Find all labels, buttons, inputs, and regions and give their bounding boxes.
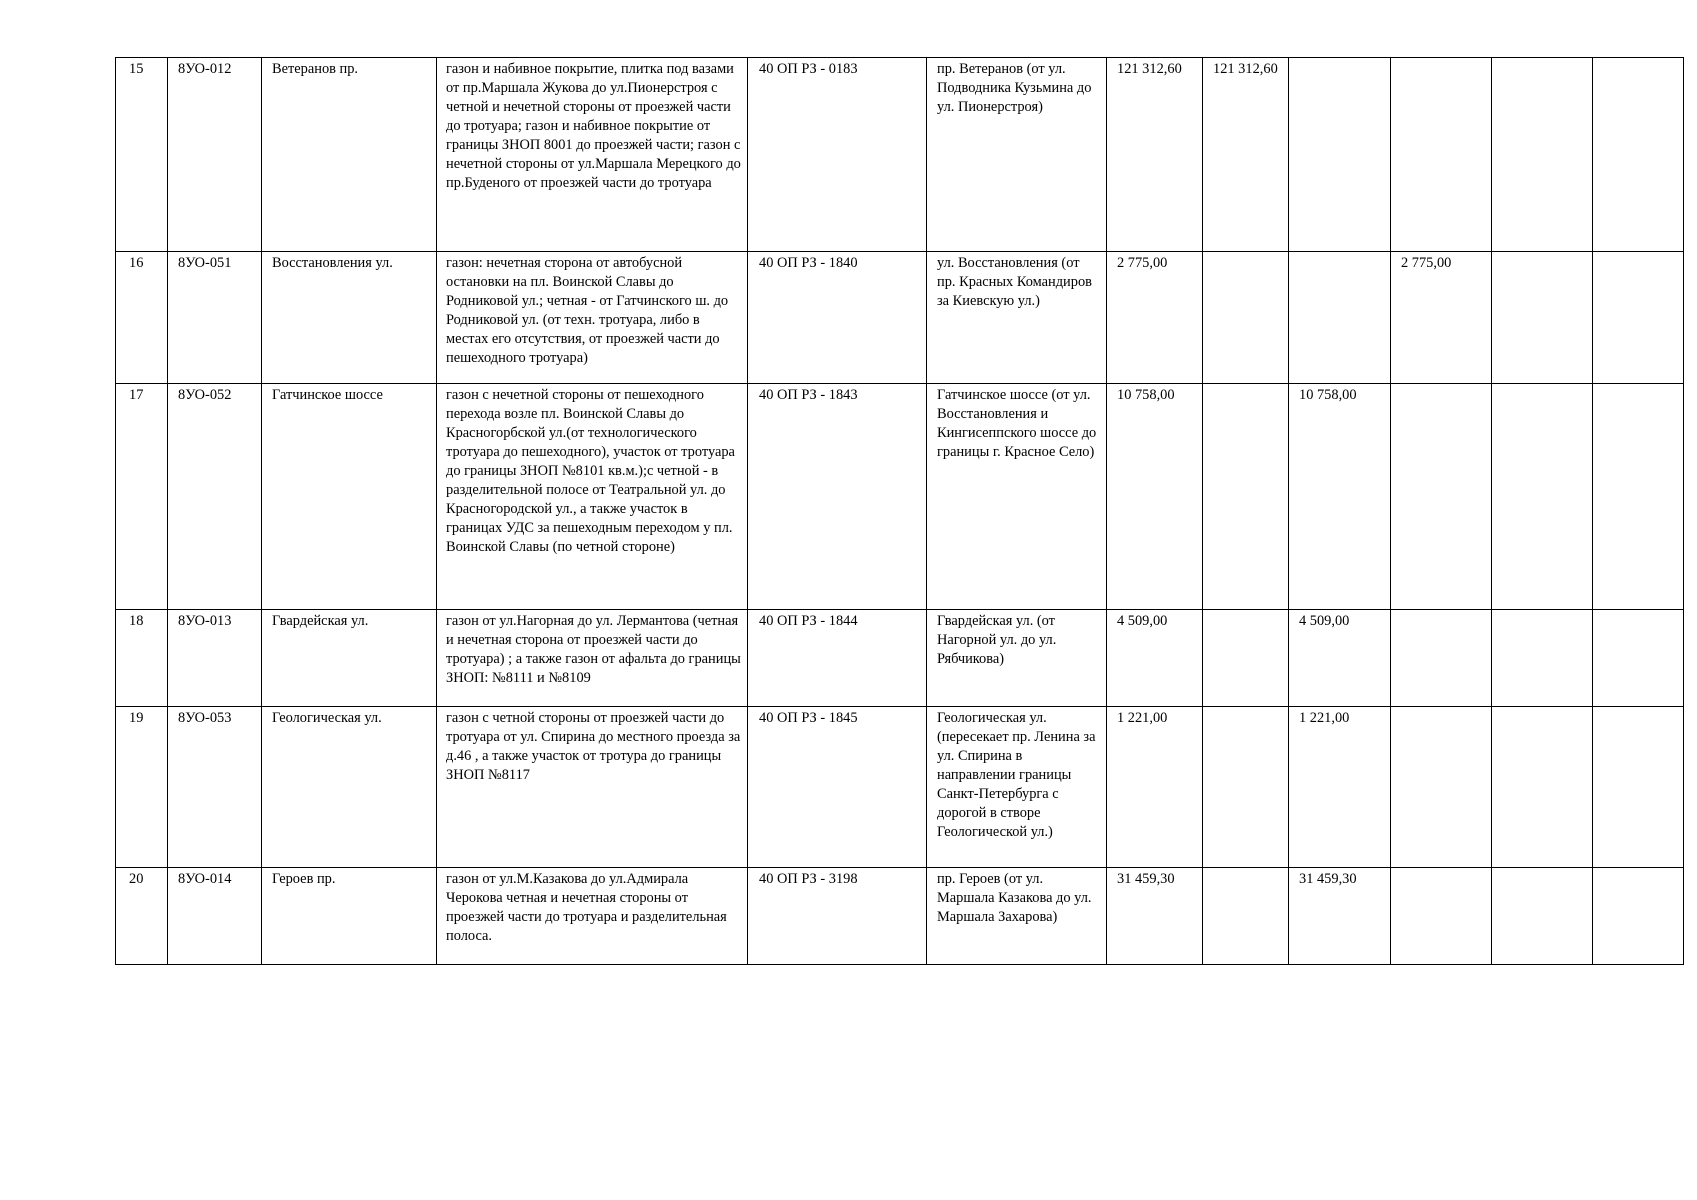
area-column-4 <box>1492 707 1593 868</box>
total-area: 2 775,00 <box>1107 252 1203 384</box>
area-column-1 <box>1203 252 1289 384</box>
area-column-1 <box>1203 384 1289 610</box>
row-number: 16 <box>116 252 168 384</box>
area-column-4 <box>1492 58 1593 252</box>
row-number: 18 <box>116 610 168 707</box>
area-column-2: 10 758,00 <box>1289 384 1391 610</box>
road-location: Гатчинское шоссе (от ул. Восстановления и Кингисеппского шоссе до границы г. Красное Село) <box>927 384 1107 610</box>
total-area: 4 509,00 <box>1107 610 1203 707</box>
object-code: 8УО-051 <box>168 252 262 384</box>
area-column-2: 31 459,30 <box>1289 868 1391 965</box>
area-column-3: 2 775,00 <box>1391 252 1492 384</box>
table-row <box>116 252 1684 384</box>
road-registry-number: 40 ОП РЗ - 1845 <box>748 707 927 868</box>
area-column-5 <box>1593 252 1684 384</box>
area-column-5 <box>1593 384 1684 610</box>
table-row <box>116 610 1684 707</box>
area-column-4 <box>1492 868 1593 965</box>
road-registry-number: 40 ОП РЗ - 1840 <box>748 252 927 384</box>
area-column-2 <box>1289 252 1391 384</box>
street-name: Геологическая ул. <box>262 707 437 868</box>
area-column-3 <box>1391 384 1492 610</box>
street-name: Гатчинское шоссе <box>262 384 437 610</box>
area-description: газон: нечетная сторона от автобусной остановки на пл. Воинской Славы до Родниковой ул.; четная - от Гатчинского ш. до Родниковой ул. (от техн. тротуара, либо в местах его отсутствия, от проезжей части до пешеходного тротуара) <box>437 252 748 384</box>
area-column-2: 4 509,00 <box>1289 610 1391 707</box>
road-location: пр. Героев (от ул. Маршала Казакова до ул. Маршала Захарова) <box>927 868 1107 965</box>
table-row <box>116 384 1684 610</box>
area-column-5 <box>1593 610 1684 707</box>
object-code: 8УО-052 <box>168 384 262 610</box>
area-column-3 <box>1391 58 1492 252</box>
area-column-5 <box>1593 868 1684 965</box>
area-column-1 <box>1203 868 1289 965</box>
street-name: Гвардейская ул. <box>262 610 437 707</box>
road-location: Гвардейская ул. (от Нагорной ул. до ул. Рябчикова) <box>927 610 1107 707</box>
table-row <box>116 868 1684 965</box>
area-description: газон с четной стороны от проезжей части до тротуара от ул. Спирина до местного проезда за д.46 , а также участок от тротура до границы ЗНОП №8117 <box>437 707 748 868</box>
road-location: ул. Восстановления (от пр. Красных Командиров за Киевскую ул.) <box>927 252 1107 384</box>
area-column-3 <box>1391 707 1492 868</box>
area-column-2 <box>1289 58 1391 252</box>
area-column-1 <box>1203 610 1289 707</box>
road-location: Геологическая ул. (пересекает пр. Ленина за ул. Спирина в направлении границы Санкт-Петербурга с дорогой в створе Геологической ул.) <box>927 707 1107 868</box>
road-registry-number: 40 ОП РЗ - 3198 <box>748 868 927 965</box>
street-name: Ветеранов пр. <box>262 58 437 252</box>
total-area: 1 221,00 <box>1107 707 1203 868</box>
area-column-5 <box>1593 58 1684 252</box>
total-area: 31 459,30 <box>1107 868 1203 965</box>
road-registry-number: 40 ОП РЗ - 0183 <box>748 58 927 252</box>
row-number: 19 <box>116 707 168 868</box>
area-column-1 <box>1203 707 1289 868</box>
object-code: 8УО-014 <box>168 868 262 965</box>
object-code: 8УО-012 <box>168 58 262 252</box>
area-description: газон от ул.Нагорная до ул. Лермантова (четная и нечетная сторона от проезжей части до тротуара) ; а также газон от афальта до границы ЗНОП: №8111 и №8109 <box>437 610 748 707</box>
area-description: газон и набивное покрытие, плитка под вазами от пр.Маршала Жукова до ул.Пионерстроя с четной и нечетной стороны от проезжей части до тротуара; газон и набивное покрытие от границы ЗНОП 8001 до проезжей части; газон с нечетной стороны от ул.Маршала Мерецкого до пр.Буденого от проезжей части до тротуара <box>437 58 748 252</box>
road-registry-number: 40 ОП РЗ - 1843 <box>748 384 927 610</box>
total-area: 10 758,00 <box>1107 384 1203 610</box>
area-description: газон от ул.М.Казакова до ул.Адмирала Черокова четная и нечетная стороны от проезжей части до тротуара и разделительная полоса. <box>437 868 748 965</box>
total-area: 121 312,60 <box>1107 58 1203 252</box>
object-code: 8УО-053 <box>168 707 262 868</box>
row-number: 15 <box>116 58 168 252</box>
object-code: 8УО-013 <box>168 610 262 707</box>
table-row <box>116 707 1684 868</box>
area-column-4 <box>1492 384 1593 610</box>
data-table <box>115 57 1684 965</box>
row-number: 20 <box>116 868 168 965</box>
area-column-4 <box>1492 610 1593 707</box>
area-description: газон с нечетной стороны от пешеходного перехода возле пл. Воинской Славы до Красногорбской ул.(от технологического тротуара до пешеходного), участок от тротуара до границы ЗНОП №8101 кв.м.);с четной - в разделительной полосе от Театральной ул. до Красногородской ул., а также участок в границах УДС за пешеходным переходом у пл. Воинской Славы (по четной стороне) <box>437 384 748 610</box>
area-column-3 <box>1391 610 1492 707</box>
road-registry-number: 40 ОП РЗ - 1844 <box>748 610 927 707</box>
street-name: Героев пр. <box>262 868 437 965</box>
road-location: пр. Ветеранов (от ул. Подводника Кузьмина до ул. Пионерстроя) <box>927 58 1107 252</box>
area-column-5 <box>1593 707 1684 868</box>
area-column-4 <box>1492 252 1593 384</box>
area-column-1: 121 312,60 <box>1203 58 1289 252</box>
area-column-3 <box>1391 868 1492 965</box>
row-number: 17 <box>116 384 168 610</box>
street-name: Восстановления ул. <box>262 252 437 384</box>
table-row <box>116 58 1684 252</box>
area-column-2: 1 221,00 <box>1289 707 1391 868</box>
